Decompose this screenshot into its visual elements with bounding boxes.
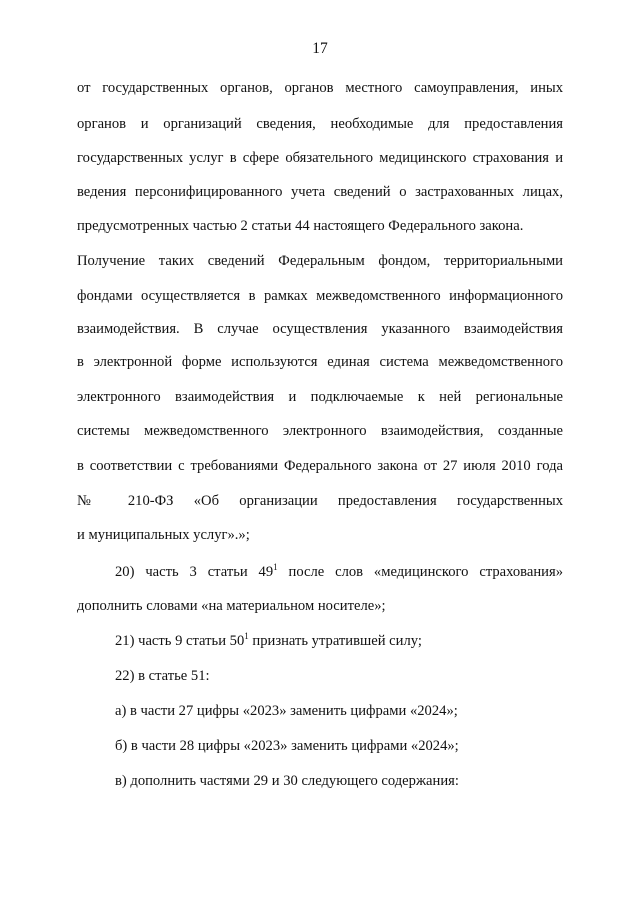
text-line: электронного взаимодействия и подключаемые к ней региональные (77, 389, 563, 405)
text-line: фондами осуществляется в рамках межведомственного информационного (77, 288, 563, 304)
item-22-b: б) в части 28 цифры «2023» заменить цифрами «2024»; (115, 738, 459, 754)
text-line: от государственных органов, органов местного самоуправления, иных (77, 80, 563, 96)
text-line: в соответствии с требованиями Федерального закона от 27 июля 2010 года (77, 458, 563, 474)
text-line: органов и организаций сведения, необходимые для предоставления (77, 116, 563, 132)
text-line: и муниципальных услуг».»; (77, 527, 250, 543)
item-21-text-start: 21) часть 9 статьи 50 (115, 633, 245, 649)
item-21-text-end: признать утратившей силу; (248, 633, 422, 649)
text-line: государственных услуг в сфере обязательного медицинского страхования и (77, 150, 563, 166)
text-line: системы межведомственного электронного взаимодействия, созданные (77, 423, 563, 439)
text-line: в электронной форме используются единая система межведомственного (77, 354, 563, 370)
item-20-text-end: после слов «медицинского страхования» (277, 564, 563, 580)
text-line: взаимодействия. В случае осуществления указанного взаимодействия (77, 321, 563, 337)
item-20-line-2: дополнить словами «на материальном носителе»; (77, 598, 386, 614)
text-line: предусмотренных частью 2 статьи 44 настоящего Федерального закона. (77, 218, 524, 234)
superscript: 1 (244, 631, 249, 642)
text-line: № 210-ФЗ «Об организации предоставления государственных (77, 493, 563, 509)
page-number: 17 (312, 40, 328, 57)
item-20-line-1 (115, 563, 563, 581)
item-21 (115, 632, 563, 650)
item-20-text-start: 20) часть 3 статьи 49 (115, 564, 274, 580)
superscript: 1 (273, 562, 278, 573)
text-line: Получение таких сведений Федеральным фондом, территориальными (77, 253, 563, 269)
item-22-c: в) дополнить частями 29 и 30 следующего содержания: (115, 773, 459, 789)
item-22-a: а) в части 27 цифры «2023» заменить цифрами «2024»; (115, 703, 458, 719)
text-line: ведения персонифицированного учета сведений о застрахованных лицах, (77, 184, 563, 200)
item-22: 22) в статье 51: (115, 668, 210, 684)
